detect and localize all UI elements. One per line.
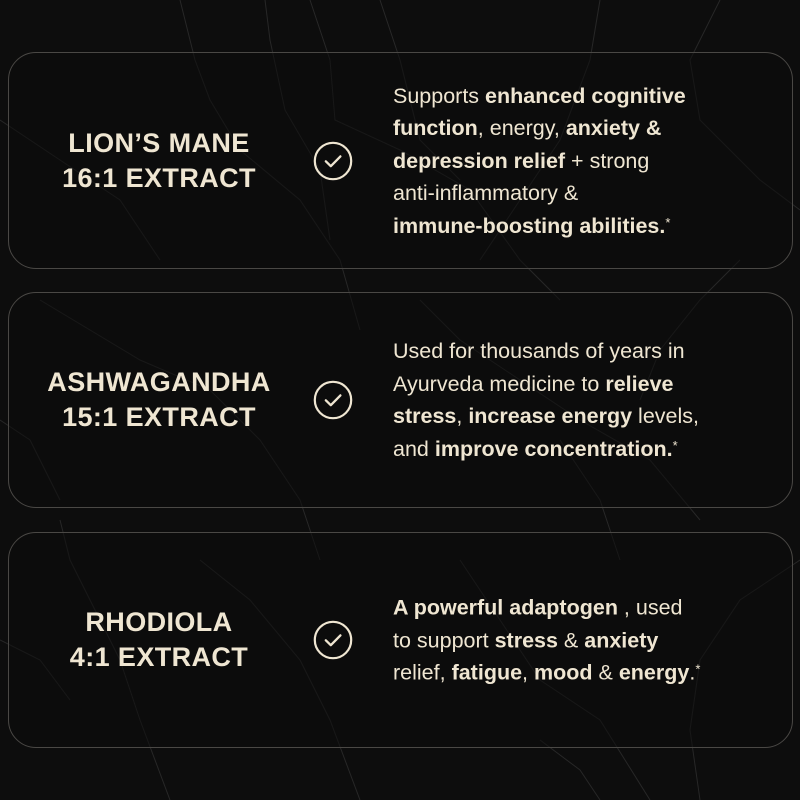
desc-text: & — [557, 627, 585, 652]
check-circle-icon — [313, 380, 353, 420]
desc-highlight: stress — [393, 404, 457, 428]
footnote-asterisk: * — [672, 437, 678, 453]
desc-highlight: relieve — [605, 371, 674, 396]
desc-text: , — [522, 660, 534, 685]
desc-text: Ayurveda medicine to — [393, 371, 606, 396]
desc-highlight: energy — [618, 660, 690, 685]
desc-text: + strong — [565, 148, 650, 173]
desc-highlight: anxiety — [584, 627, 659, 652]
desc-highlight: depression relief — [393, 148, 566, 173]
desc-text: and — [393, 436, 435, 461]
desc-highlight: A powerful adaptogen — [393, 595, 618, 620]
desc-highlight: mood — [534, 660, 593, 685]
desc-highlight: anxiety & — [565, 115, 662, 140]
ingredient-name-line1: ASHWAGANDHA — [47, 367, 271, 397]
desc-text: to support — [393, 627, 495, 652]
desc-text: , used — [617, 595, 683, 620]
ingredient-name-line1: LION’S MANE — [68, 127, 250, 158]
desc-highlight: immune-boosting abilities. — [393, 213, 666, 238]
benefit-card-lions-mane — [8, 52, 793, 269]
check-circle-icon — [313, 141, 353, 181]
benefit-card-ashwagandha — [8, 292, 793, 508]
ingredient-name-line1: RHODIOLA — [85, 607, 233, 637]
ingredient-description — [393, 335, 788, 465]
footnote-asterisk: * — [695, 661, 701, 677]
check-circle-icon — [313, 620, 353, 660]
desc-highlight: increase energy — [468, 404, 633, 428]
benefit-card-rhodiola — [8, 532, 793, 748]
ingredient-name-line2: 15:1 EXTRACT — [62, 402, 256, 432]
desc-highlight: improve concentration. — [434, 436, 673, 461]
desc-text: , — [456, 404, 469, 428]
desc-text: levels, — [632, 404, 699, 428]
desc-text: Supports — [393, 83, 486, 108]
desc-text: & — [592, 660, 619, 685]
footnote-asterisk: * — [665, 214, 671, 230]
ingredient-name — [9, 605, 309, 675]
ingredient-name — [9, 365, 309, 435]
ingredient-name-line2: 4:1 EXTRACT — [69, 642, 249, 672]
desc-text: relief, — [393, 660, 452, 685]
ingredient-description — [393, 591, 788, 689]
desc-highlight: function — [393, 115, 478, 140]
ingredient-description — [393, 79, 788, 242]
desc-highlight: fatigue — [451, 660, 523, 685]
desc-highlight: enhanced cognitive — [485, 83, 686, 108]
desc-text: anti-inflammatory & — [393, 180, 579, 205]
desc-highlight: stress — [494, 627, 558, 652]
desc-text: , energy, — [477, 115, 566, 140]
desc-text: Used for thousands of years in — [393, 339, 685, 363]
desc-text: . — [689, 660, 696, 685]
ingredient-name-line2: 16:1 EXTRACT — [62, 162, 256, 193]
ingredient-name — [9, 126, 309, 196]
